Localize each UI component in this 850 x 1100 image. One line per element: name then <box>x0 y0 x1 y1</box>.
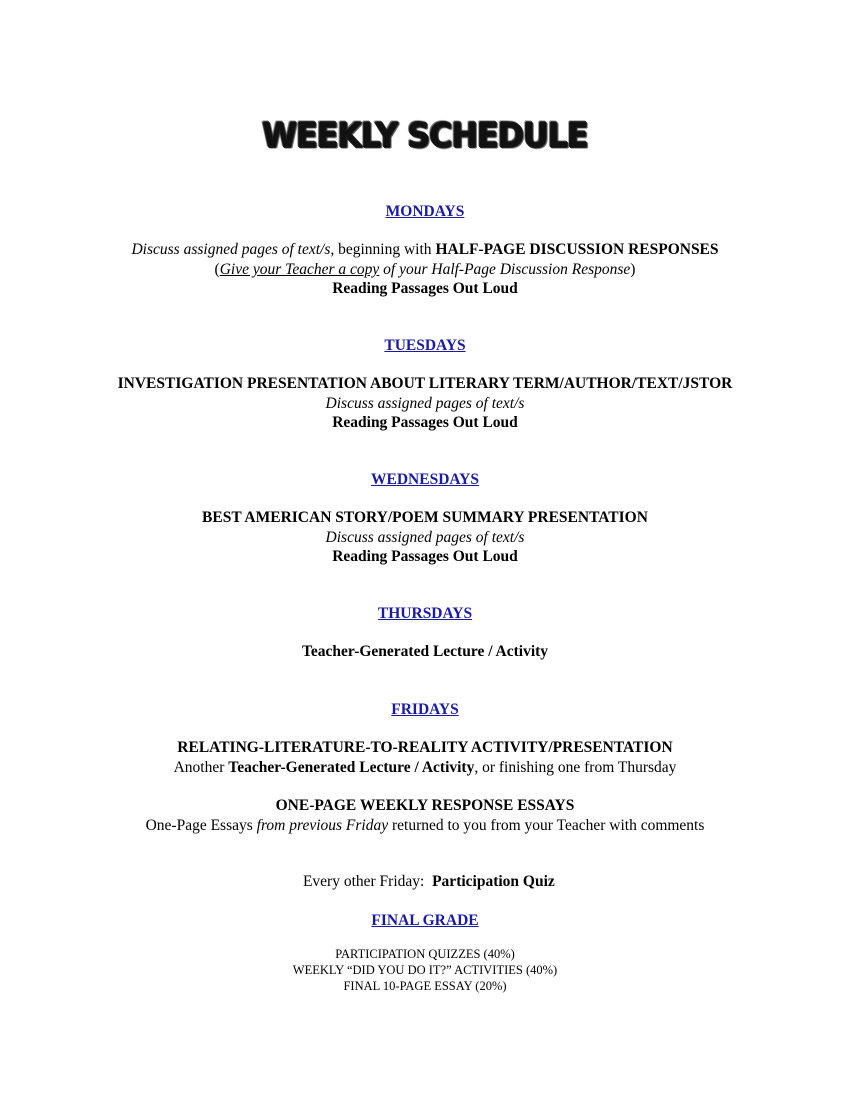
thursdays-line-1: Teacher-Generated Lecture / Activity <box>301 643 549 660</box>
fridays-line-3: ONE-PAGE WEEKLY RESPONSE ESSAYS <box>275 797 575 814</box>
tuesdays-heading-link[interactable]: TUESDAYS <box>384 337 466 354</box>
fridays-quiz-text: Participation Quiz <box>432 873 555 890</box>
tuesdays-line-3: Reading Passages Out Loud <box>332 414 518 431</box>
page-title: WEEKLY SCHEDULE <box>262 116 588 156</box>
mondays-give-copy-text: Give your Teacher a copy <box>219 261 380 278</box>
fridays-returned-text: returned to you from your Teacher with comments <box>388 817 705 834</box>
tuesdays-heading <box>0 336 850 355</box>
wednesdays-heading-link[interactable]: WEDNESDAYS <box>371 471 479 488</box>
tuesdays-line-1: INVESTIGATION PRESENTATION ABOUT LITERARY TERM/AUTHOR/TEXT/JSTOR <box>117 375 733 392</box>
mondays-responses-text: HALF-PAGE DISCUSSION RESPONSES <box>435 241 719 258</box>
fridays-line-2 <box>0 758 850 777</box>
thursdays-heading-link[interactable]: THURSDAYS <box>377 605 473 622</box>
final-grade-heading-link[interactable]: FINAL GRADE <box>371 912 479 929</box>
mondays-discuss-text: Discuss assigned pages of text/s <box>131 241 331 258</box>
mondays-heading-link[interactable]: MONDAYS <box>385 203 465 220</box>
final-grade-item: WEEKLY “DID YOU DO IT?” ACTIVITIES (40%) <box>292 963 558 977</box>
mondays-line-3: Reading Passages Out Loud <box>332 280 518 297</box>
wednesdays-line-3: Reading Passages Out Loud <box>332 548 518 565</box>
fridays-from-previous-text: from previous Friday <box>256 817 389 834</box>
fridays-line-1: RELATING-LITERATURE-TO-REALITY ACTIVITY/PRESENTATION <box>177 739 673 756</box>
fridays-another-text: Another <box>173 759 229 776</box>
mondays-paren-open: ( <box>214 261 220 278</box>
tuesdays-line-2: Discuss assigned pages of text/s <box>325 395 525 412</box>
fridays-heading <box>0 700 850 719</box>
fridays-every-other-text: Every other Friday: <box>302 873 433 890</box>
fridays-essays-text: One-Page Essays <box>145 817 257 834</box>
wednesdays-heading <box>0 470 850 489</box>
final-grade-item: FINAL 10-PAGE ESSAY (20%) <box>343 979 507 993</box>
mondays-response-text: of your Half-Page Discussion Response <box>379 261 631 278</box>
fridays-lecture-text: Teacher-Generated Lecture / Activity <box>228 759 475 776</box>
mondays-line-2 <box>0 260 850 279</box>
fridays-finishing-text: , or finishing one from Thursday <box>474 759 677 776</box>
title-container <box>0 116 850 156</box>
final-grade-heading <box>0 911 850 930</box>
wednesdays-line-1: BEST AMERICAN STORY/POEM SUMMARY PRESENTATION <box>202 509 648 526</box>
fridays-line-4 <box>0 816 850 835</box>
wednesdays-line-2: Discuss assigned pages of text/s <box>325 529 525 546</box>
mondays-heading <box>0 202 850 221</box>
mondays-paren-close: ) <box>630 261 636 278</box>
mondays-line-1 <box>0 240 850 259</box>
fridays-line-5 <box>0 853 850 891</box>
thursdays-heading <box>0 604 850 623</box>
mondays-mid-text: , beginning with <box>330 241 436 258</box>
final-grade-item: PARTICIPATION QUIZZES (40%) <box>335 947 515 961</box>
fridays-heading-link[interactable]: FRIDAYS <box>391 701 459 718</box>
